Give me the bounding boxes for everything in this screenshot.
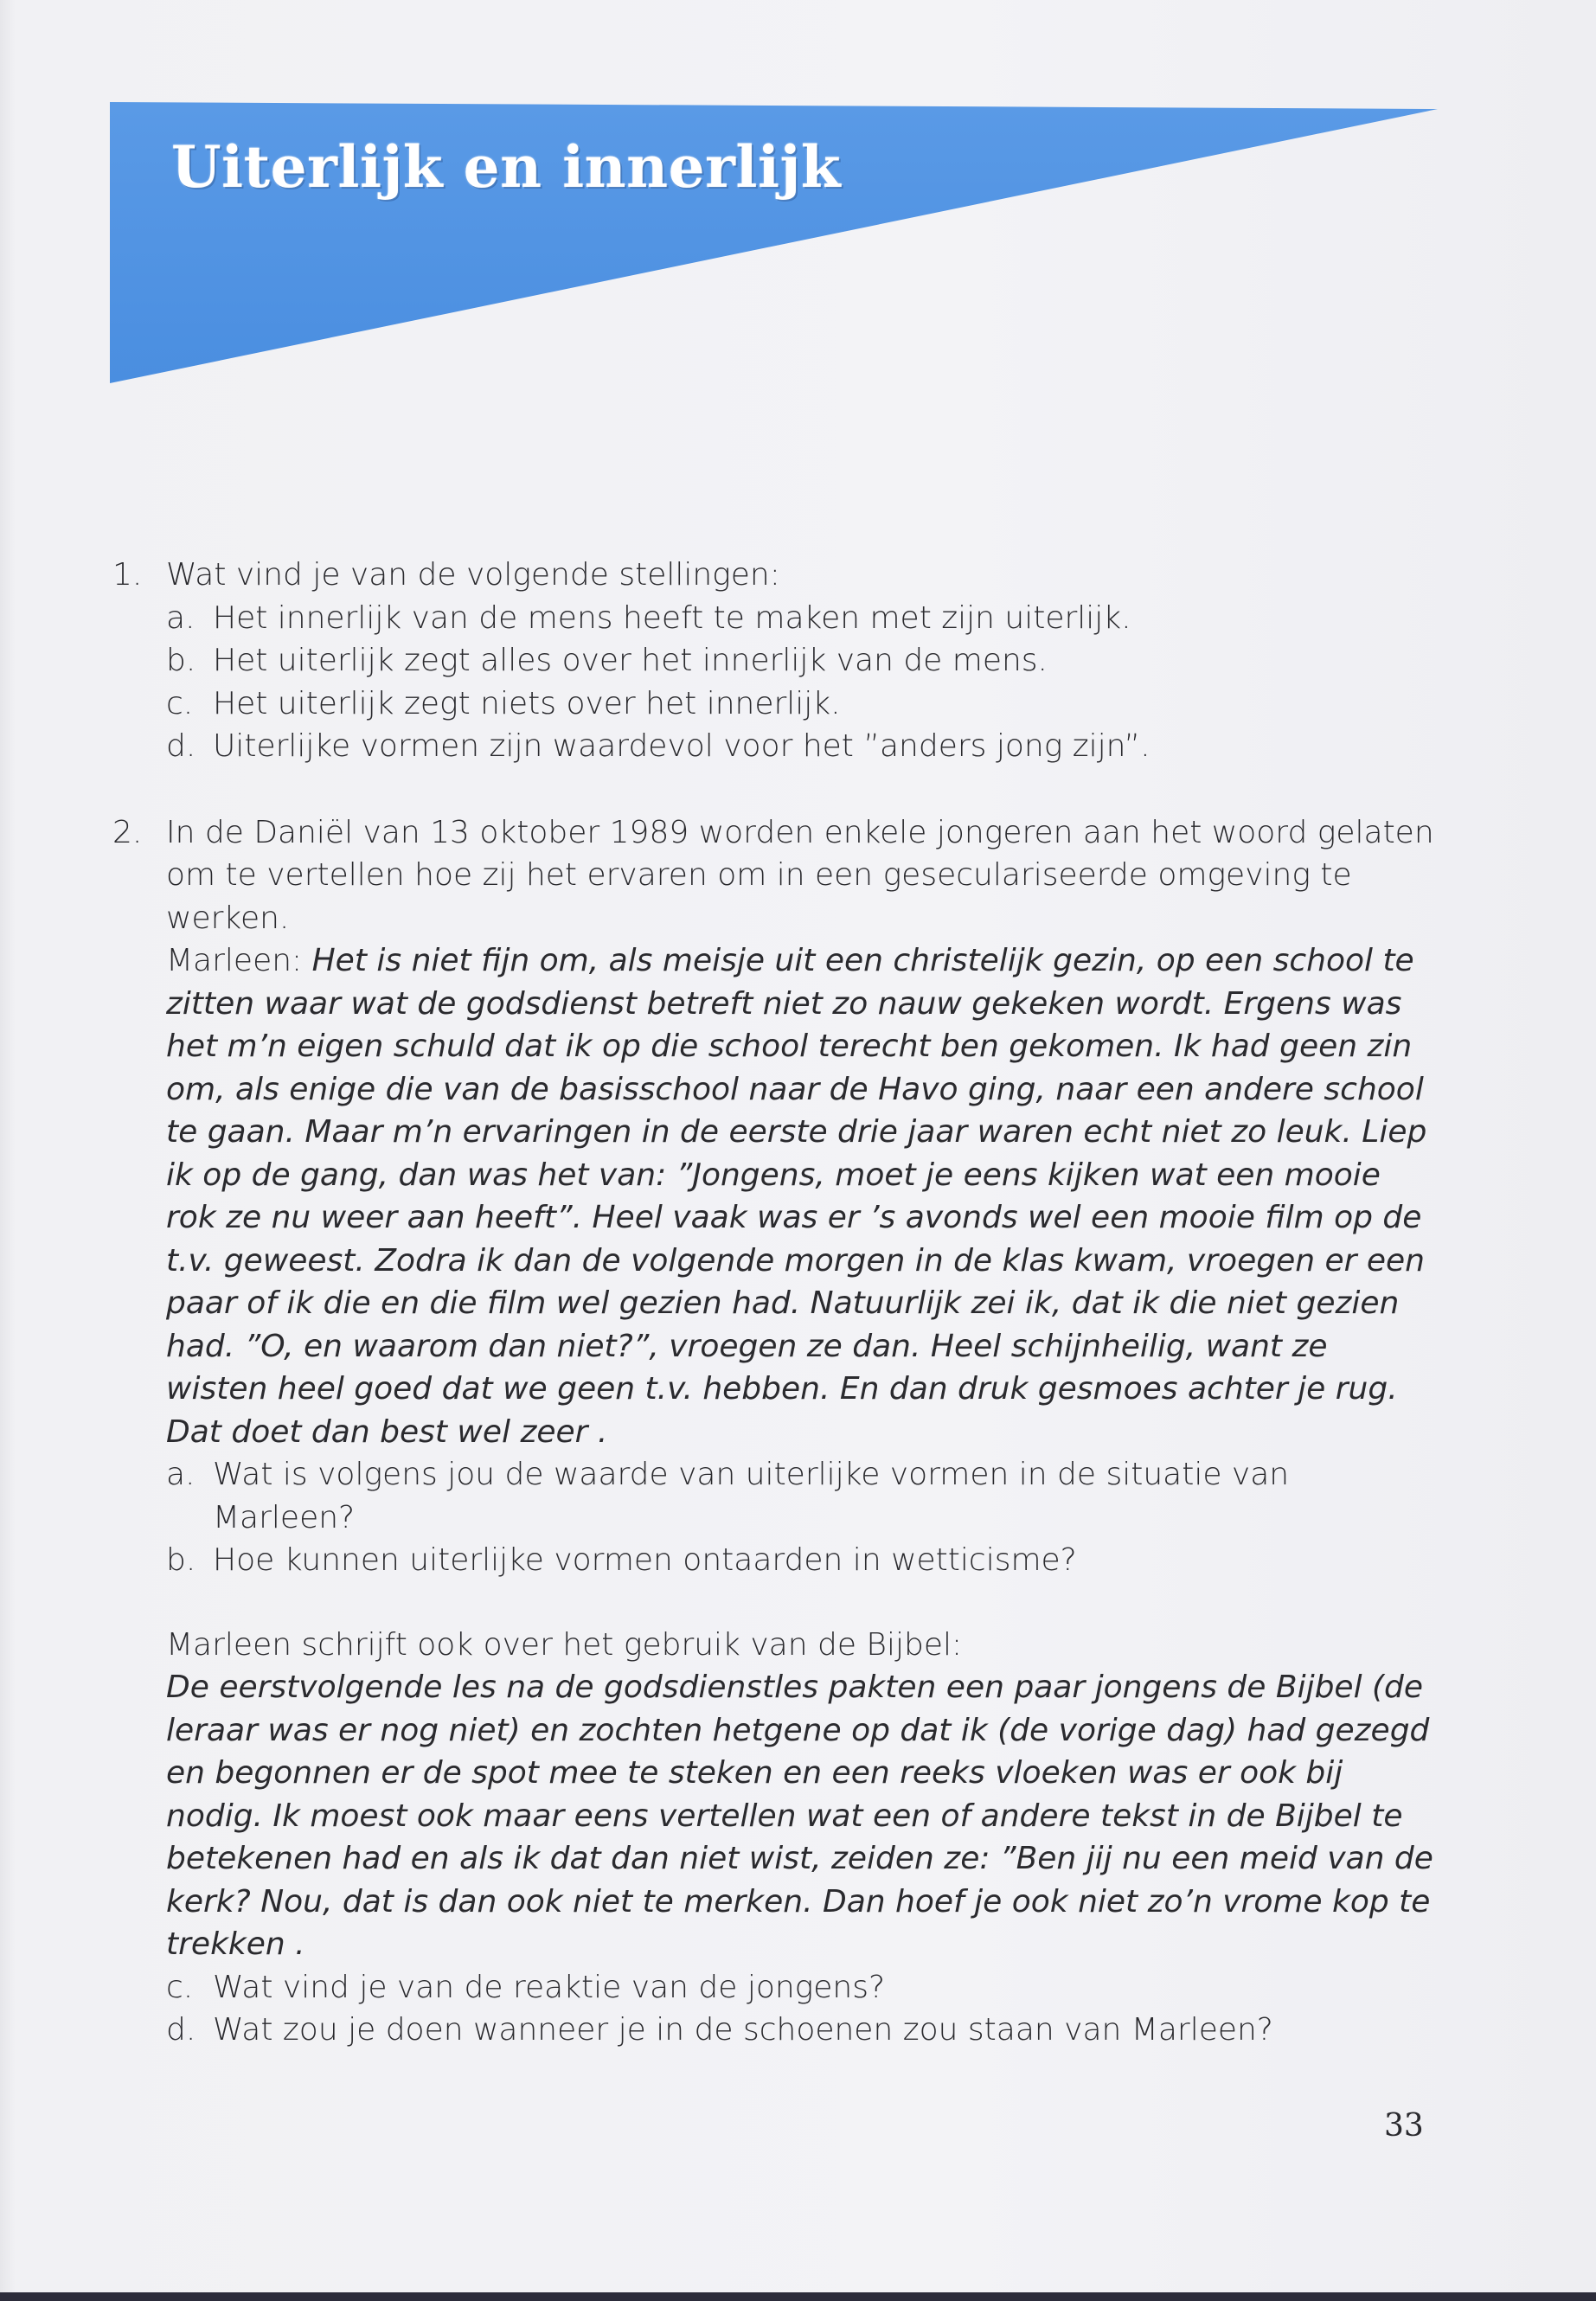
item-letter: a. [166,1457,195,1492]
question-2c [166,1966,1436,2009]
question-intro-2: Marleen schrijft ook over het gebruik van de Bijbel: [166,1626,963,1663]
statement-a [166,597,1436,640]
item-letter: c. [166,1969,194,2005]
item-text: Het uiterlijk zegt alles over het innerlijk van de mens. [213,643,1048,678]
statement-c [166,683,1436,726]
spacer [112,768,1436,811]
question-intro: In de Daniël van 13 oktober 1989 worden enkele jongeren aan het woord gelaten om te vertellen hoe zij het ervaren om in een geseculariseerde omgeving te werken. [166,814,1434,936]
statement-d [166,725,1436,768]
question-2a [166,1453,1436,1539]
item-letter: b. [166,1542,196,1578]
question-intro: Wat vind je van de volgende stellingen: [166,557,780,593]
item-letter: a. [166,599,195,636]
item-letter: d. [166,728,196,764]
item-text: Het innerlijk van de mens heeft te maken met zijn uiterlijk. [213,599,1131,636]
question-1 [112,554,1436,768]
item-letter: b. [166,643,196,678]
quote-marleen-1 [166,939,1436,1453]
item-text: Wat vind je van de reaktie van de jongens? [213,1969,886,2005]
item-text: Hoe kunnen uiterlijke vormen ontaarden in wetticisme? [213,1542,1077,1578]
item-letter: c. [166,685,194,721]
question-number: 2. [112,814,143,850]
page-title: Uiterlijk en innerlijk [171,133,842,201]
statement-b [166,639,1436,683]
quote-speaker: Marleen: [166,943,312,978]
item-text: Het uiterlijk zegt niets over het innerlijk. [213,685,841,721]
question-2b [166,1539,1436,1582]
item-text: Wat zou je doen wanneer je in de schoenen zou staan van Marleen? [213,2012,1273,2048]
item-text: Wat is volgens jou de waarde van uiterlijke vormen in de situatie van Marleen? [213,1457,1290,1535]
page-number: 33 [1384,2108,1424,2144]
question-2 [112,811,1436,2052]
question-2d [166,2009,1436,2052]
question-number: 1. [112,557,143,593]
quote-marleen-2: De eerstvolgende les na de godsdienstles pakten een paar jongens de Bijbel (de leraar was er nog niet) en zochten hetgene op dat ik (de vorige dag) had gezegd en begonnen er de spot mee te steken en een reeks vloeken was er ook bij nodig. Ik moest ook maar eens vertellen wat een of andere tekst in de Bijbel te betekenen had en als ik dat dan niet wist, zeiden ze: ”Ben jij nu een meid van de kerk? Nou, dat is dan ook niet te merken. Dan hoef je ook niet zo’n vrome kop te trekken . [166,1670,1433,1962]
quote-text: Het is niet fijn om, als meisje uit een christelijk gezin, op een school te zitten waar wat de godsdienst betreft niet zo nauw gekeken wordt. Ergens was het m’n eigen schuld dat ik op die school terecht ben gekomen. Ik had geen zin om, als enige die van de basisschool naar de Havo ging, naar een andere school te gaan. Maar m’n ervaringen in de eerste drie jaar waren echt niet zo leuk. Liep ik op de gang, dan was het van: ”Jongens, moet je eens kijken wat een mooie rok ze nu weer aan heeft”. Heel vaak was er ’s avonds wel een mooie film op de t.v. geweest. Zodra ik dan de volgende morgen in de klas kwam, vroegen er een paar of ik die en die film wel gezien had. Natuurlijk zei ik, dat ik die niet gezien had. ”O, en waarom dan niet?”, vroegen ze dan. Heel schijnheilig, want ze wisten heel goed dat we geen t.v. hebben. En dan druk gesmoes achter je rug. Dat doet dan best wel zeer . [166,943,1427,1450]
spacer [166,1582,1436,1624]
main-content [112,554,1436,2052]
item-letter: d. [166,2012,196,2048]
item-text: Uiterlijke vormen zijn waardevol voor het ”anders jong zijn”. [213,728,1151,764]
page-bottom-edge [0,2292,1596,2301]
